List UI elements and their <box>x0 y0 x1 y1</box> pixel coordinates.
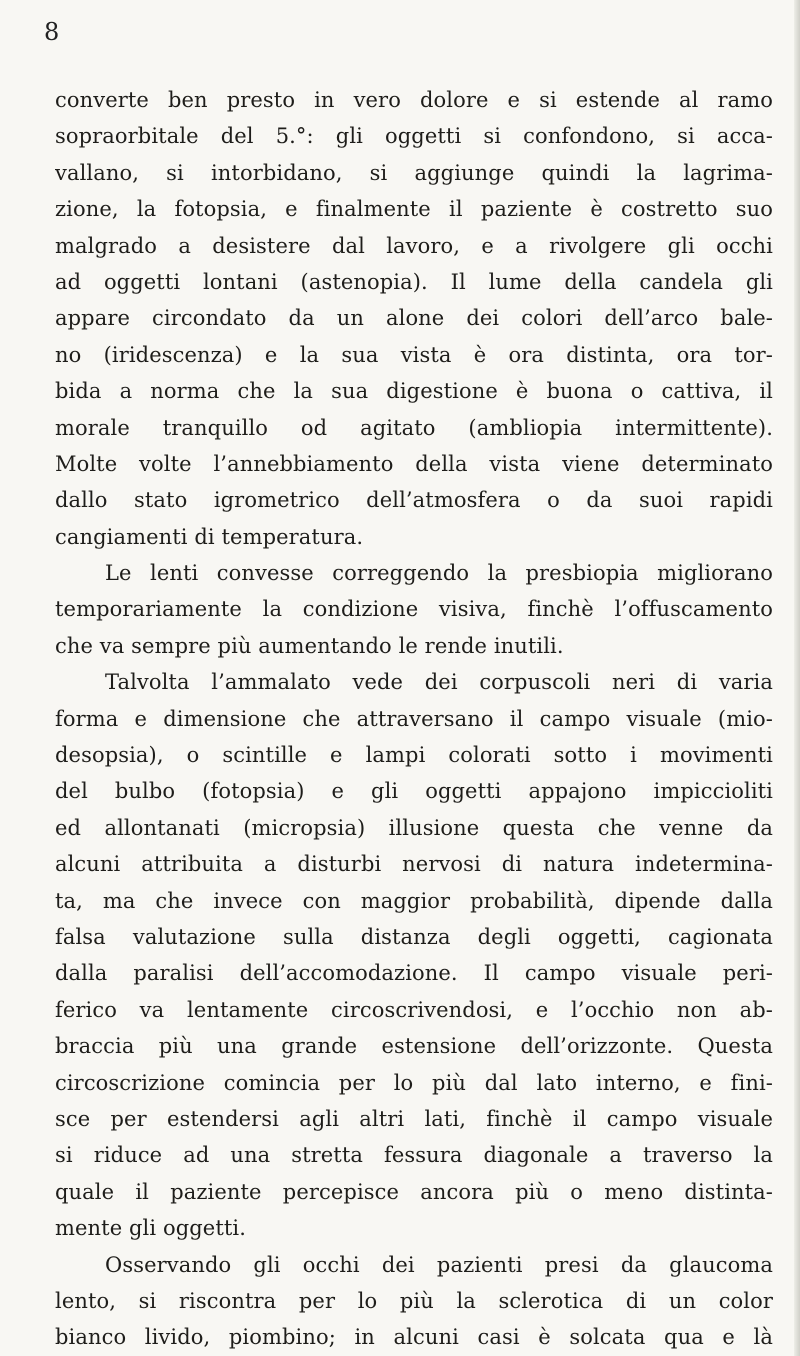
page-edge-shadow <box>794 0 800 1356</box>
text-line: circoscrizione comincia per lo più dal lato interno, e fini- <box>55 1070 773 1095</box>
text-line: Molte volte l’annebbiamento della vista viene determinato <box>55 451 773 476</box>
text-line: no (iridescenza) e la sua vista è ora distinta, ora tor- <box>55 342 773 367</box>
text-line: dallo stato igrometrico dell’atmosfera o da suoi rapidi <box>55 488 773 513</box>
text-line: bida a norma che la sua digestione è buona o cattiva, il <box>55 379 773 404</box>
text-line: appare circondato da un alone dei colori dell’arco bale- <box>55 306 773 331</box>
text-line: temporariamente la condizione visiva, finchè l’offuscamento <box>55 597 773 622</box>
text-line: desopsia), o scintille e lampi colorati sotto i movimenti <box>55 743 773 768</box>
text-line: zione, la fotopsia, e finalmente il paziente è costretto suo <box>55 197 773 222</box>
text-line: alcuni attribuita a disturbi nervosi di natura indetermina- <box>55 852 773 877</box>
text-line: lento, si riscontra per lo più la sclerotica di un color <box>55 1288 773 1313</box>
text-line: sce per estendersi agli altri lati, finchè il campo visuale <box>55 1106 773 1131</box>
text-line: ferico va lentamente circoscrivendosi, e l’occhio non ab- <box>55 997 773 1022</box>
body-text <box>55 82 773 1356</box>
text-line: converte ben presto in vero dolore e si estende al ramo <box>55 88 773 112</box>
text-line: vallano, si intorbidano, si aggiunge quindi la lagrima- <box>55 160 773 185</box>
text-line: dalla paralisi dell’accomodazione. Il campo visuale peri- <box>55 961 773 986</box>
text-line: ed allontanati (micropsia) illusione questa che venne da <box>55 815 773 840</box>
text-line: del bulbo (fotopsia) e gli oggetti appajono impiccioliti <box>55 779 773 804</box>
text-line: braccia più una grande estensione dell’orizzonte. Questa <box>55 1034 773 1059</box>
text-line: malgrado a desistere dal lavoro, e a rivolgere gli occhi <box>55 233 773 258</box>
text-line: che va sempre più aumentando le rende inutili. <box>55 633 564 658</box>
page-number: 8 <box>44 18 60 46</box>
text-line: ad oggetti lontani (astenopia). Il lume della candela gli <box>55 269 773 294</box>
text-line: Osservando gli occhi dei pazienti presi da glaucoma <box>105 1252 773 1277</box>
text-line: bianco livido, piombino; in alcuni casi è solcata qua e là <box>55 1325 773 1350</box>
text-line: Talvolta l’ammalato vede dei corpuscoli neri di varia <box>105 670 773 695</box>
text-line: ta, ma che invece con maggior probabilità, dipende dalla <box>55 888 773 913</box>
text-line: morale tranquillo od agitato (ambliopia intermittente). <box>55 415 773 440</box>
text-line: falsa valutazione sulla distanza degli oggetti, cagionata <box>55 924 773 949</box>
text-line: mente gli oggetti. <box>55 1216 246 1241</box>
text-line: Le lenti convesse correggendo la presbiopia migliorano <box>105 561 773 586</box>
text-line: si riduce ad una stretta fessura diagonale a traverso la <box>55 1143 773 1168</box>
text-line: quale il paziente percepisce ancora più o meno distinta- <box>55 1179 773 1204</box>
text-line: cangiamenti di temperatura. <box>55 524 364 549</box>
text-line: forma e dimensione che attraversano il campo visuale (mio- <box>55 706 773 731</box>
text-line: sopraorbitale del 5.°: gli oggetti si confondono, si acca- <box>55 124 773 149</box>
